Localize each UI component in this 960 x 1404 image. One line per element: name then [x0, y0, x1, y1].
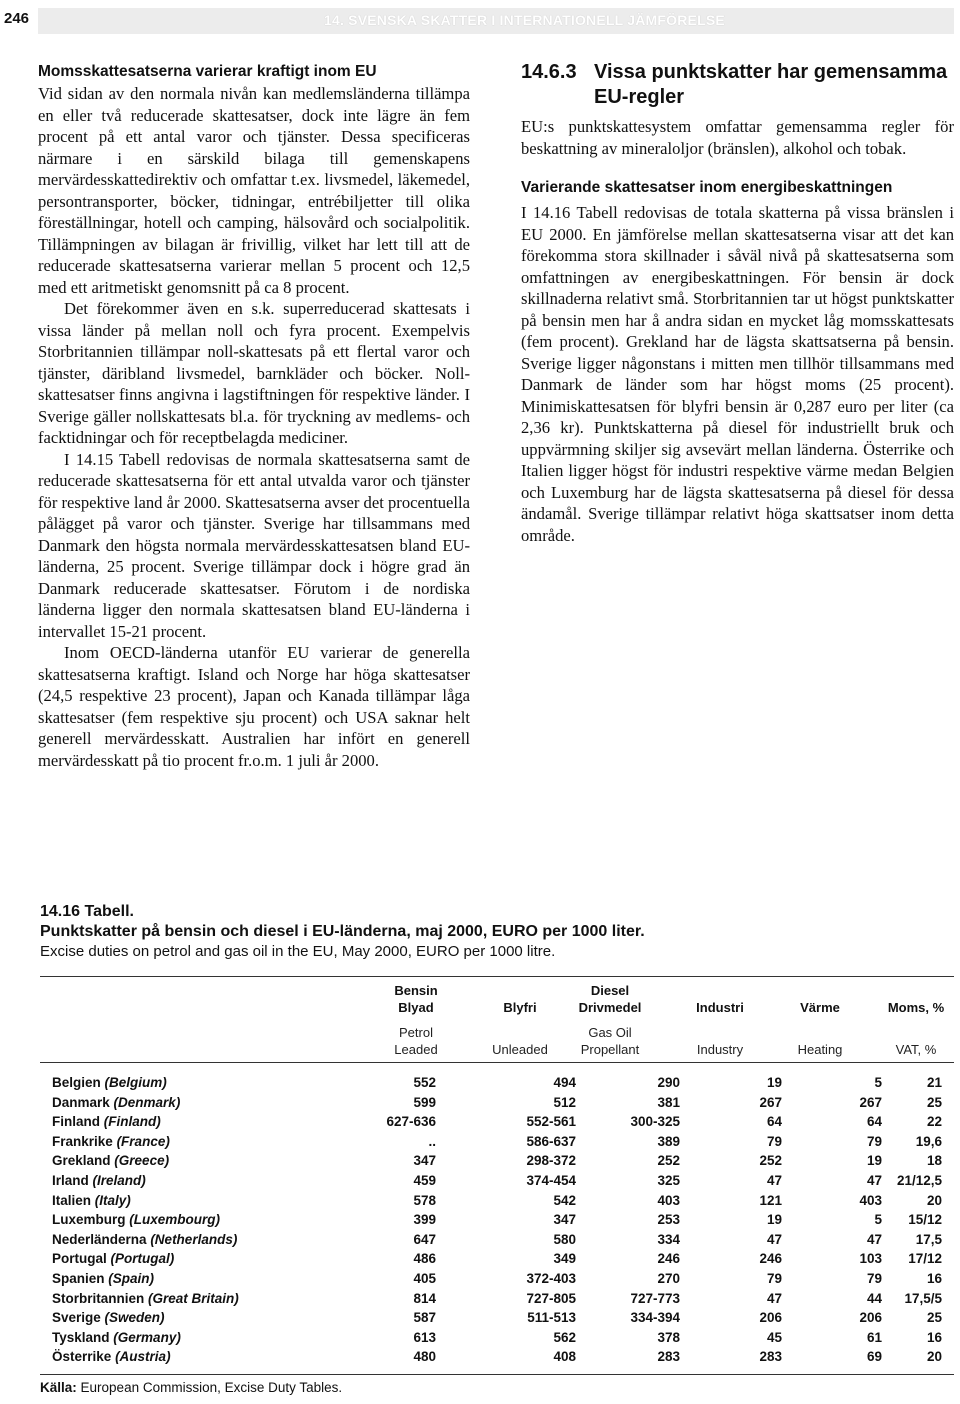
- table-cell: 511-513: [527, 1310, 576, 1326]
- table-cell: 79: [766, 1133, 782, 1149]
- table-cell: 283: [657, 1349, 680, 1365]
- table-cell: 580: [553, 1231, 576, 1247]
- table-cell: 586-637: [526, 1133, 576, 1149]
- table-cell: 121: [759, 1192, 782, 1208]
- table-cell: 270: [657, 1270, 680, 1286]
- table-cell: 45: [766, 1329, 782, 1345]
- table-cell: 17,5/5: [904, 1290, 942, 1306]
- right-column: [521, 60, 954, 546]
- table-label: 14.16 Tabell.: [40, 903, 134, 920]
- table-cell: 562: [553, 1329, 576, 1345]
- paragraph: I 14.16 Tabell redovisas de totala skatterna på vissa bränslen i EU 2000. En jämförelse mellan skattesatserna visar att det kan förekomma stora skillnader i såväl nivå på skattesatserna som omfattningen av energibeskattningen. För bensin är dock skillnaderna relativt små. Storbritannien tar ut högst punktskatter på bensin men har å andra sidan en mycket låg momsskattesats (fem procent). Grekland har de lägsta skattsatserna på bensin. Sverige ligger någonstans i mitten men tillhör tillsammans med Danmark de länder som har högst moms (25 procent). Minimiskattesatsen för blyfri bensin är 0,287 euro per liter (ca 2,36 kr). Punktskatterna på diesel för industriellt bruk och uppvärmning skiljer sig avsevärt mellan länderna. Österrike och Italien ligger högst för industri respektive värme medan Belgien och Luxemburg har de lägsta skattesatserna på diesel för dessa ändamål. Sverige tillämpar relativt höga skattsatser inom detta område.: [521, 203, 954, 545]
- left-column: [38, 60, 470, 771]
- table-cell: 334: [657, 1231, 680, 1247]
- table-cell: 552: [413, 1075, 436, 1090]
- table-cell: 79: [866, 1133, 882, 1149]
- header-vat: Moms, % VAT, %: [887, 1000, 945, 1057]
- section-title: Vissa punktskatter har gemensamma EU-regler: [594, 61, 948, 108]
- country-name: Sverige (Sweden): [52, 1310, 165, 1326]
- table-cell: 267: [759, 1094, 782, 1110]
- table-cell: 403: [859, 1192, 882, 1208]
- country-name: Spanien (Spain): [52, 1270, 155, 1286]
- table-cell: 334-394: [630, 1310, 680, 1326]
- country-name: Finland (Finland): [52, 1114, 161, 1130]
- table-row: [40, 1250, 954, 1270]
- table-cell: 103: [859, 1251, 882, 1267]
- table-cell: 246: [657, 1251, 680, 1267]
- table-title-en: Excise duties on petrol and gas oil in the EU, May 2000, EURO per 1000 litre.: [40, 943, 556, 960]
- table-cell: 459: [413, 1172, 436, 1188]
- table-source: [40, 1380, 342, 1395]
- table-cell: 246: [759, 1251, 782, 1267]
- table-cell: 486: [413, 1251, 436, 1267]
- table-cell: 21: [926, 1075, 942, 1090]
- table-cell: 399: [413, 1212, 436, 1228]
- country-name: Irland (Ireland): [52, 1172, 146, 1188]
- table-cell: 206: [759, 1310, 782, 1326]
- table-cell: 347: [413, 1153, 436, 1169]
- table-cell: 79: [766, 1270, 782, 1286]
- table-cell: 267: [859, 1094, 882, 1110]
- table-cell: 47: [766, 1172, 782, 1188]
- table-cell: 405: [413, 1270, 436, 1286]
- table-cell: 347: [553, 1212, 576, 1228]
- table-cell: 252: [759, 1153, 782, 1169]
- table-cell: 814: [413, 1290, 436, 1306]
- table-cell: 290: [657, 1075, 680, 1090]
- table-cell: 17/12: [908, 1251, 942, 1267]
- table-row: [40, 1348, 954, 1368]
- table-cell: 64: [866, 1114, 882, 1130]
- table-row: [40, 1231, 954, 1251]
- table-header-rule: [40, 1062, 954, 1063]
- table-cell: 44: [866, 1290, 882, 1306]
- country-name: Tyskland (Germany): [52, 1329, 181, 1345]
- country-name: Belgien (Belgium): [52, 1075, 167, 1090]
- table-header: [40, 982, 954, 1062]
- table-cell: 252: [657, 1153, 680, 1169]
- table-cell: 378: [657, 1329, 680, 1345]
- table-cell: 727-773: [630, 1290, 680, 1306]
- paragraph: EU:s punktskattesystem omfattar gemensamma regler för beskattning av mineraloljor (bränslen), alkohol och tobak.: [521, 117, 954, 158]
- table-bottom-rule: [40, 1374, 954, 1375]
- table-cell: 47: [866, 1231, 882, 1247]
- table-row: [40, 1329, 954, 1349]
- energy-subheading: Varierande skattesatser inom energibeskattningen: [521, 179, 893, 196]
- table-cell: 283: [759, 1349, 782, 1365]
- table-row: [40, 1290, 954, 1310]
- table-body: [40, 1074, 954, 1368]
- country-name: Frankrike (France): [52, 1133, 170, 1149]
- table-row: [40, 1074, 954, 1094]
- table-cell: 20: [926, 1349, 942, 1365]
- table-cell: 647: [413, 1231, 436, 1247]
- header-heating: Värme Heating: [797, 1000, 843, 1057]
- country-name: Grekland (Greece): [52, 1153, 170, 1169]
- table-cell: 20: [926, 1192, 942, 1208]
- country-name: Österrike (Austria): [52, 1349, 171, 1365]
- source-text: European Commission, Excise Duty Tables.: [80, 1380, 343, 1395]
- table-cell: 512: [553, 1094, 576, 1110]
- country-name: Danmark (Denmark): [52, 1094, 181, 1110]
- table-cell: 25: [926, 1094, 942, 1110]
- excise-table: [40, 902, 954, 1365]
- table-cell: 17,5: [915, 1231, 942, 1247]
- table-cell: 16: [926, 1329, 942, 1345]
- table-cell: 19,6: [915, 1133, 942, 1149]
- table-cell: 5: [874, 1212, 882, 1228]
- table-cell: 403: [657, 1192, 680, 1208]
- paragraph: Inom OECD-länderna utanför EU varierar de generella skattesatserna kraftigt. Island och Norge har höga skattesatser (24,5 respektive 23 procent), Japan och Kanada tillämpar låga skattesatser (fem respektive sju procent) och USA saknar helt generell mervärdesskatt. Australien har infört en generell mervärdesskatt på tio procent fr.o.m. 1 juli år 2000.: [38, 643, 470, 770]
- table-cell: 25: [926, 1310, 942, 1326]
- table-row: [40, 1152, 954, 1172]
- table-title-sv: Punktskatter på bensin och diesel i EU-länderna, maj 2000, EURO per 1000 liter.: [40, 923, 645, 940]
- table-cell: 47: [766, 1231, 782, 1247]
- table-cell: 19: [766, 1075, 782, 1090]
- page-number: 246: [4, 10, 30, 27]
- paragraph: Det förekommer även en s.k. superreducerad skattesats i vissa länder på mellan noll och fyra procent. Exempelvis Storbritannien tillämpar noll-skattesats på ett flertal varor och tjänster, däribland livsmedel, barnkläder och böcker. Noll-skattesatser finns angivna i lagstiftningen för respektive länder. I Sverige gäller nollskattesats bl.a. för tryckning av medlems- och facktidningar och för receptbelagda mediciner.: [38, 299, 470, 447]
- table-cell: 578: [413, 1192, 436, 1208]
- running-header-title: 14. SVENSKA SKATTER I INTERNATIONELL JÄMFÖRELSE: [324, 12, 725, 28]
- table-cell: 727-805: [526, 1290, 576, 1306]
- table-cell: 613: [413, 1329, 436, 1345]
- table-cell: 5: [874, 1075, 882, 1090]
- table-cell: 349: [553, 1251, 576, 1267]
- table-cell: 47: [766, 1290, 782, 1306]
- vat-heading: Momsskattesatserna varierar kraftigt inom EU: [38, 63, 377, 80]
- table-cell: 18: [926, 1153, 942, 1169]
- header-propellant: Diesel Drivmedel Gas Oil Propellant: [578, 983, 642, 1057]
- country-name: Storbritannien (Great Britain): [52, 1290, 239, 1306]
- table-row: [40, 1133, 954, 1153]
- paragraph: I 14.15 Tabell redovisas de normala skattesatserna samt de reducerade skattesatserna för ett antal utvalda varor och tjänster för respektive land år 2000. Skattesatserna avser det procentuella pålägget på varor och tjänster. Sverige har tillsammans med Danmark den högsta normala mervärdesskattesatsen bland EU-länderna, 25 procent. Sverige tillämpar dock i högre grad än Danmark reducerade skattesatser. Förutom i de nordiska länderna ligger den normala skattesatsen bland EU-länderna i intervallet 15-21 procent.: [38, 449, 470, 641]
- table-cell: 300-325: [630, 1114, 680, 1130]
- table-cell: 69: [866, 1349, 882, 1365]
- section-number: 14.6.3: [521, 61, 577, 83]
- table-cell: 253: [657, 1212, 680, 1228]
- header-industry: Industri Industry: [696, 1000, 744, 1057]
- table-cell: 22: [926, 1114, 942, 1130]
- table-row: [40, 1211, 954, 1231]
- table-cell: 552-561: [526, 1114, 576, 1130]
- table-cell: 325: [657, 1172, 680, 1188]
- table-cell: 627-636: [386, 1114, 436, 1130]
- table-cell: 15/12: [908, 1212, 942, 1228]
- table-cell: 64: [766, 1114, 782, 1130]
- paragraph: Vid sidan av den normala nivån kan medlemsländerna tillämpa en eller två reducerade skattesatser, dock inte lägre än fem procent på ett antal varor och tjänster. Dessa specificeras närmare i en särskild bilaga till gemenskapens mervärdesskattedirektiv och omfattar t.ex. livsmedel, läkemedel, persontransporter, böcker, tidningar, entrébiljetter till olika föreställningar, hotell och camping, hälsovård och socialpolitik. Tillämpningen av bilagan är frivillig, vilket har lett till att de reducerade skattesatserna varierar mellan 5 procent och 12,5 med ett aritmetiskt genomsnitt på ca 8 procent.: [38, 84, 470, 297]
- table-cell: 16: [926, 1270, 942, 1286]
- table-cell: 408: [553, 1349, 576, 1365]
- table-cell: 19: [866, 1153, 882, 1169]
- table-cell: ..: [428, 1133, 436, 1149]
- table-cell: 599: [413, 1094, 436, 1110]
- table-cell: 480: [413, 1349, 436, 1365]
- table-row: [40, 1270, 954, 1290]
- table-row: [40, 1094, 954, 1114]
- table-cell: 79: [866, 1270, 882, 1286]
- table-cell: 206: [859, 1310, 882, 1326]
- country-name: Portugal (Portugal): [52, 1251, 175, 1267]
- table-cell: 47: [866, 1172, 882, 1188]
- header-leaded: Bensin Blyad Petrol Leaded: [394, 983, 438, 1057]
- table-cell: 372-403: [526, 1270, 576, 1286]
- table-cell: 381: [657, 1094, 680, 1110]
- country-name: Luxemburg (Luxembourg): [52, 1212, 221, 1228]
- country-name: Nederländerna (Netherlands): [52, 1231, 238, 1247]
- table-cell: 587: [413, 1310, 436, 1326]
- table-top-rule: [40, 976, 954, 977]
- country-name: Italien (Italy): [52, 1192, 131, 1208]
- table-row: [40, 1192, 954, 1212]
- table-cell: 389: [657, 1133, 680, 1149]
- header-unleaded: Blyfri Unleaded: [492, 1000, 548, 1057]
- table-cell: 542: [553, 1192, 576, 1208]
- table-cell: 298-372: [526, 1153, 576, 1169]
- source-label: Källa:: [40, 1380, 77, 1395]
- table-cell: 21/12,5: [896, 1172, 942, 1188]
- table-cell: 374-454: [526, 1172, 576, 1188]
- table-cell: 61: [866, 1329, 882, 1345]
- table-row: [40, 1113, 954, 1133]
- table-row: [40, 1309, 954, 1329]
- section-heading: [521, 60, 954, 110]
- table-row: [40, 1172, 954, 1192]
- table-cell: 19: [766, 1212, 782, 1228]
- table-cell: 494: [553, 1075, 576, 1090]
